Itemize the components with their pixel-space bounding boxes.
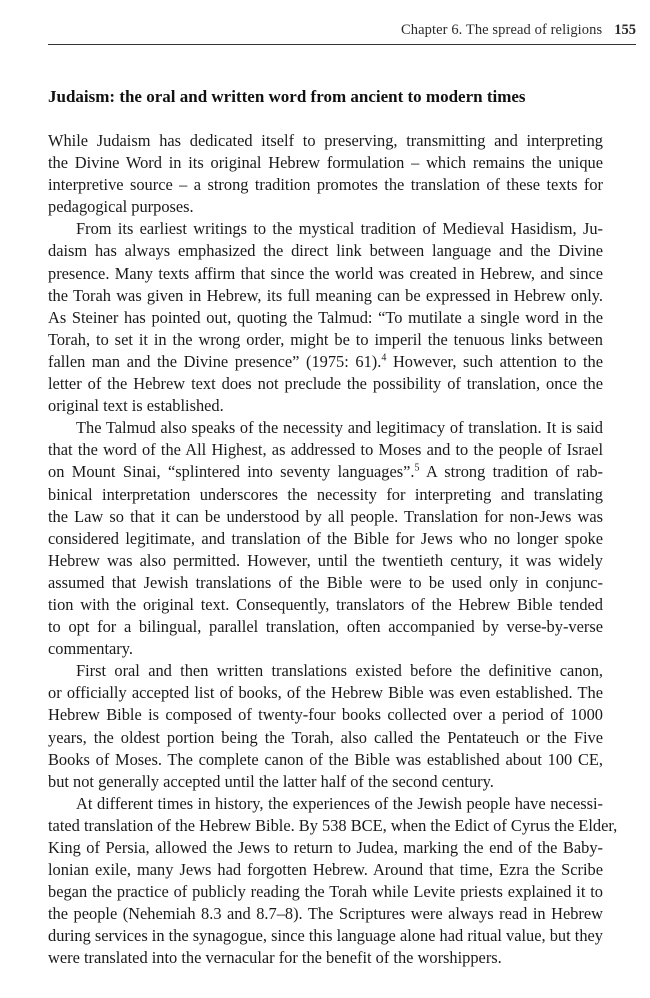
paragraph-4 — [48, 660, 603, 793]
text-line: pedagogical purposes. — [48, 197, 194, 217]
text-line-with-footnote — [48, 351, 603, 373]
text-line: Torah, to set it in the wrong order, might be to imperil the tenuous links between — [48, 329, 603, 349]
text-line: the Torah was given in Hebrew, its full meaning can be expressed in Hebrew only. — [48, 285, 603, 305]
paragraph-2 — [48, 218, 603, 417]
text-line: binical interpretation underscores the necessity for interpreting and translating — [48, 484, 603, 504]
text-segment: fallen man and the Divine presence” (1975: 61). — [48, 351, 382, 371]
text-line: tion with the original text. Consequently, translators of the Hebrew Bible tended — [48, 594, 603, 614]
text-line: years, the oldest portion being the Torah, also called the Pentateuch or the Five — [48, 727, 603, 747]
text-segment: However, such attention to the — [386, 351, 604, 371]
text-line: during services in the synagogue, since this language alone had ritual value, but they — [48, 926, 603, 946]
text-line: that the word of the All Highest, as addressed to Moses and to the people of Israel — [48, 440, 603, 460]
text-line: letter of the Hebrew text does not preclude the possibility of translation, once the — [48, 374, 603, 394]
text-line: First oral and then written translations existed before the definitive canon, — [76, 661, 603, 681]
paragraph-1 — [48, 130, 603, 218]
text-line: interpretive source – a strong tradition promotes the translation of these texts for — [48, 175, 603, 195]
text-line: Books of Moses. The complete canon of the Bible was established about 100 CE, — [48, 749, 603, 769]
body-text — [48, 130, 618, 970]
page-number: 155 — [614, 22, 636, 38]
text-line: commentary. — [48, 639, 133, 659]
footnote-marker[interactable]: 5 — [414, 462, 420, 474]
text-segment: on Mount Sinai, “splintered into seventy languages”. — [48, 462, 415, 482]
paragraph-3 — [48, 417, 603, 660]
text-segment: A strong tradition of rab- — [419, 462, 603, 482]
text-line: the Law so that it can be understood by all people. Translation for non-Jews was — [48, 506, 603, 526]
text-line: the Divine Word in its original Hebrew formulation – which remains the unique — [48, 153, 603, 173]
text-line: presence. Many texts affirm that since the world was created in Hebrew, and since — [48, 263, 603, 283]
running-head — [48, 20, 636, 45]
text-line: daism has always emphasized the direct link between language and the Divine — [48, 241, 603, 261]
text-line: As Steiner has pointed out, quoting the Talmud: “To mutilate a single word in the — [48, 307, 603, 327]
text-line: While Judaism has dedicated itself to preserving, transmitting and interpreting — [48, 131, 603, 150]
text-line-with-footnote — [48, 461, 603, 483]
text-line: but not generally accepted until the latter half of the second century. — [48, 771, 494, 791]
text-line: Hebrew was also permitted. However, until the twentieth century, it was widely — [48, 550, 603, 570]
text-line: began the practice of publicly reading the Torah while Levite priests explained it to — [48, 882, 603, 902]
text-line: tated translation of the Hebrew Bible. By 538 BCE, when the Edict of Cyrus the Elder, — [48, 815, 618, 835]
text-line: or officially accepted list of books, of the Hebrew Bible was even established. The — [48, 683, 603, 703]
chapter-label: Chapter 6. The spread of religions — [401, 22, 603, 38]
text-line: to opt for a bilingual, parallel translation, often accompanied by verse-by-verse — [48, 617, 603, 637]
footnote-marker[interactable]: 4 — [381, 352, 387, 364]
text-line: were translated into the vernacular for the benefit of the worshippers. — [48, 948, 502, 968]
text-line: From its earliest writings to the mystical tradition of Medieval Hasidism, Ju- — [76, 219, 603, 239]
text-line: considered legitimate, and translation of the Bible for Jews who no longer spoke — [48, 528, 603, 548]
text-line: The Talmud also speaks of the necessity and legitimacy of translation. It is said — [76, 418, 603, 438]
text-line: King of Persia, allowed the Jews to return to Judea, marking the end of the Baby- — [48, 838, 603, 857]
section-heading: Judaism: the oral and written word from ancient to modern times — [48, 87, 526, 106]
paragraph-5 — [48, 793, 618, 970]
text-line: the people (Nehemiah 8.3 and 8.7–8). The Scriptures were always read in Hebrew — [48, 904, 603, 924]
text-line: At different times in history, the experiences of the Jewish people have necessi- — [76, 793, 603, 813]
text-line: assumed that Jewish translations of the Bible were to be used only in conjunc- — [48, 572, 603, 592]
text-line: lonian exile, many Jews had forgotten Hebrew. Around that time, Ezra the Scribe — [48, 860, 603, 880]
text-line: Hebrew Bible is composed of twenty-four books collected over a period of 1000 — [48, 705, 603, 725]
text-line: original text is established. — [48, 396, 224, 416]
